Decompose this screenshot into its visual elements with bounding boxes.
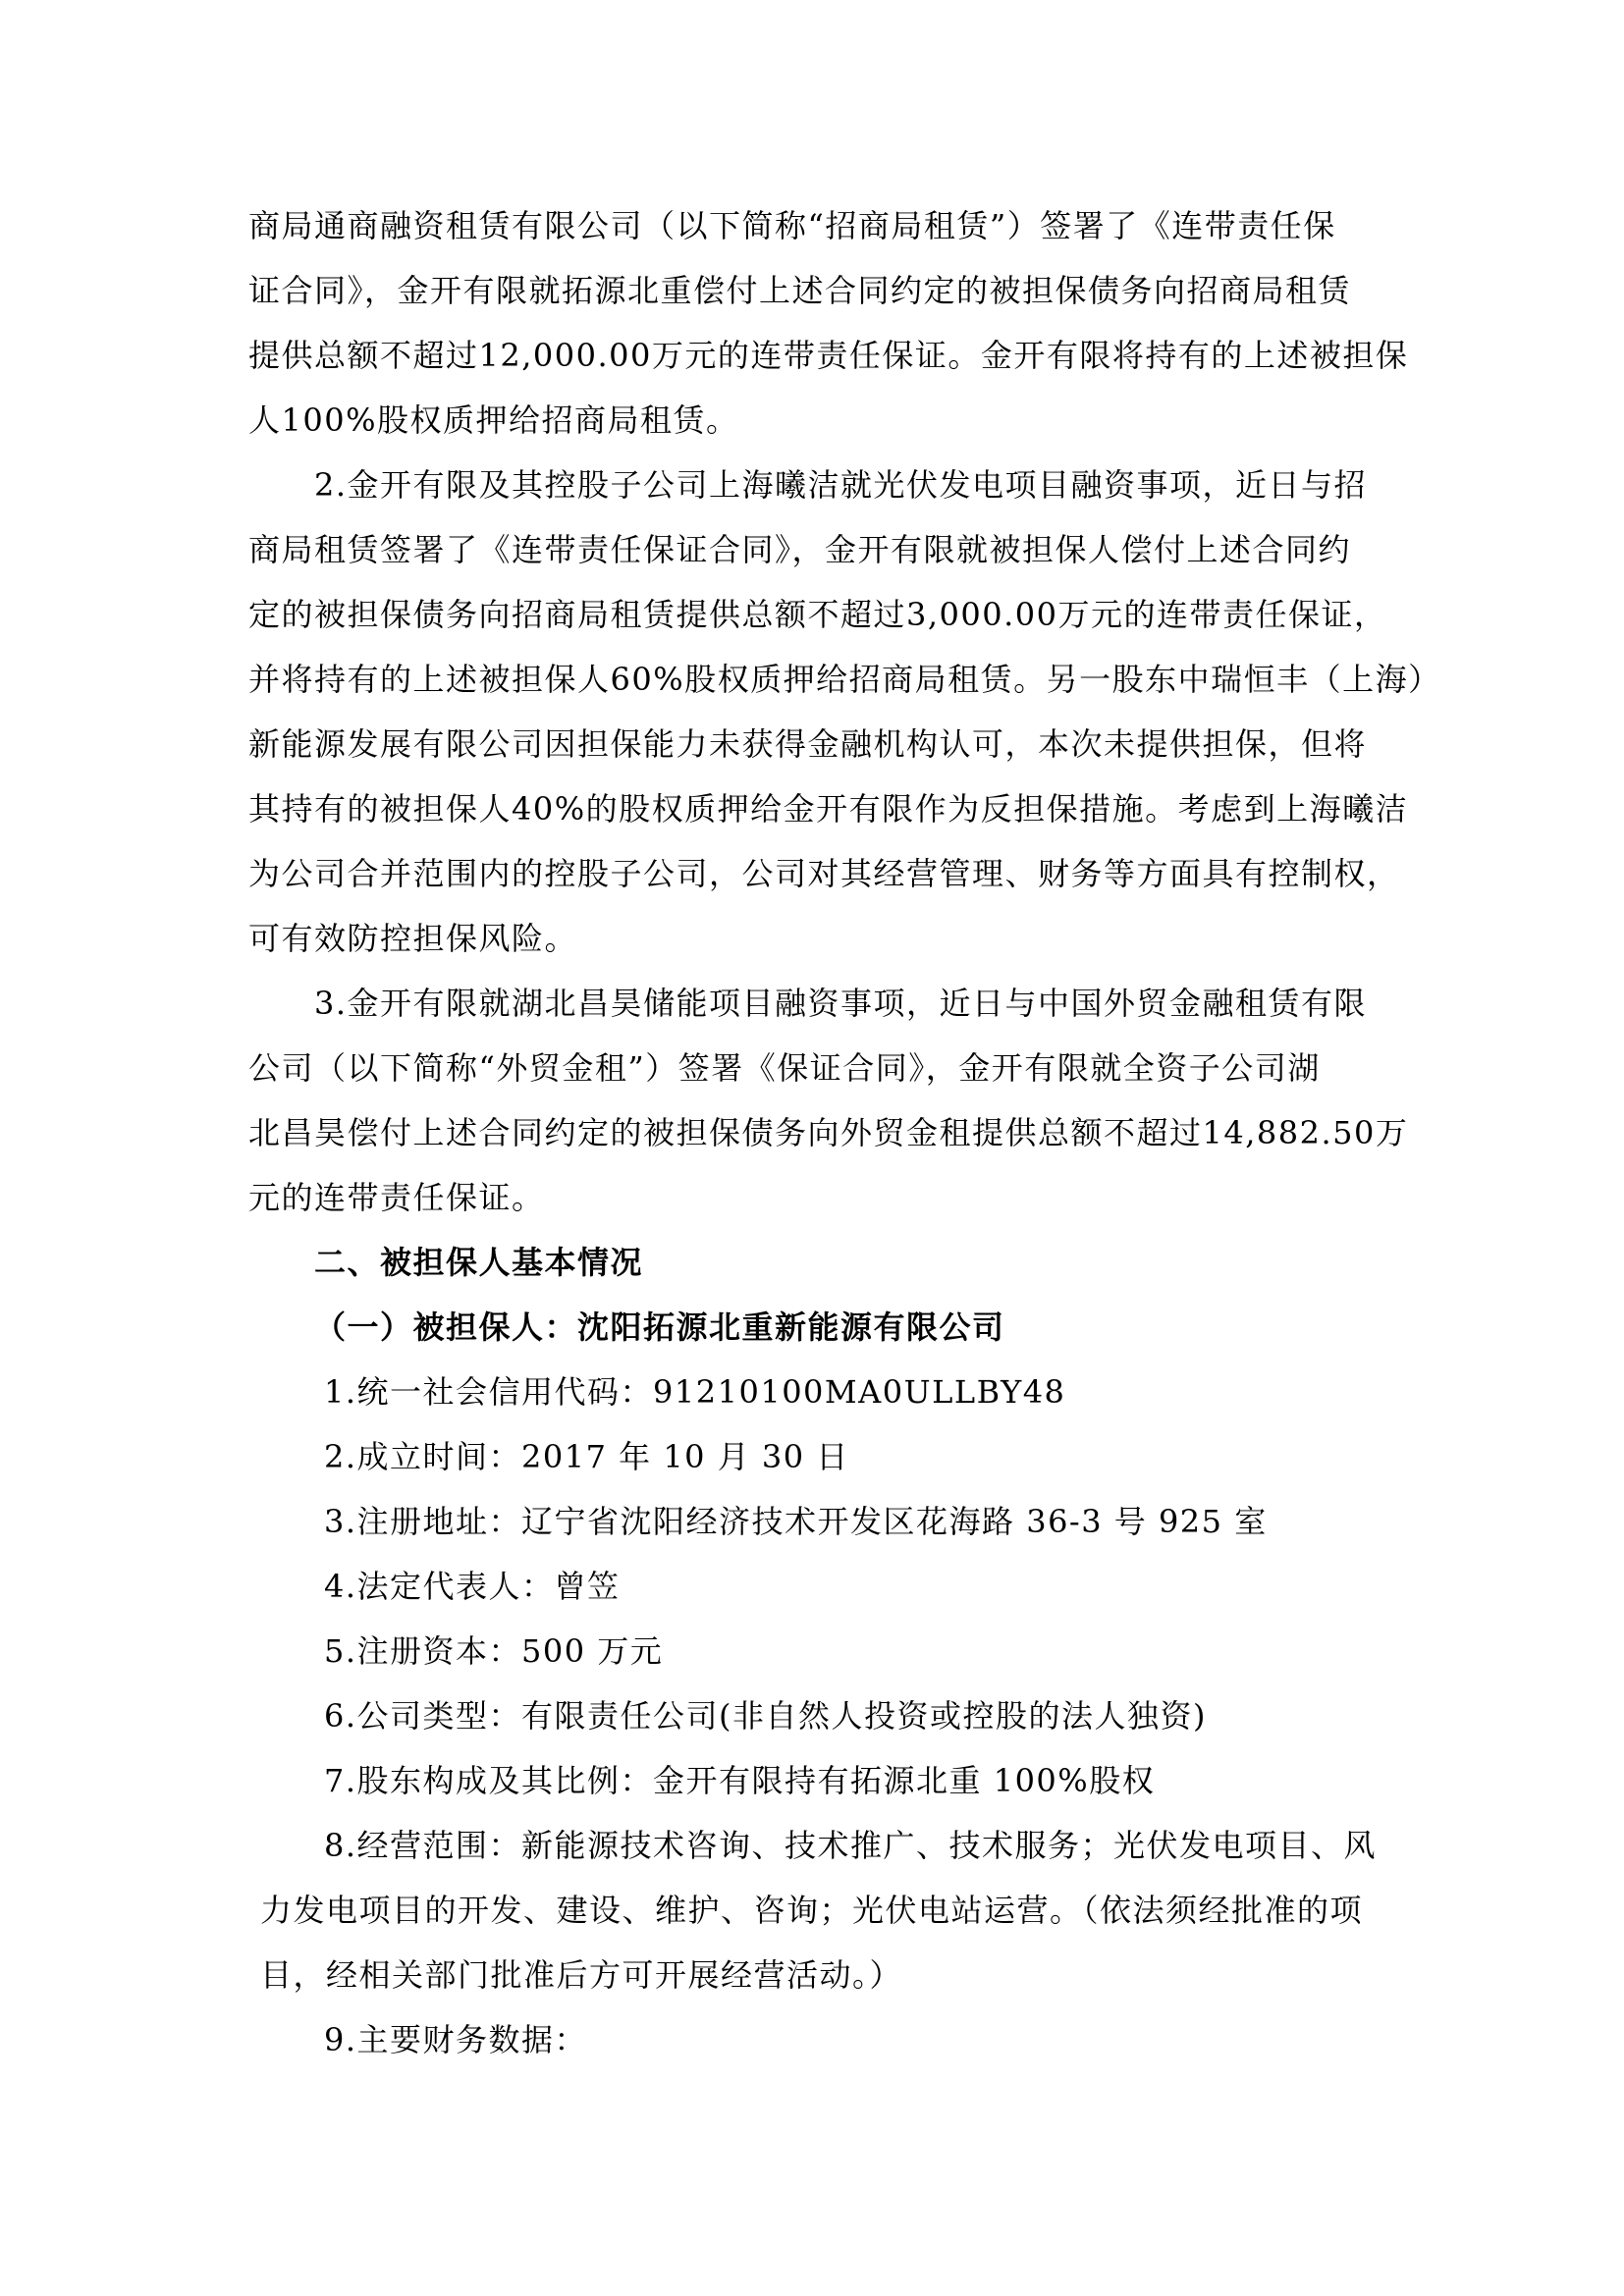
paragraph-1-line-2: 证合同》，金开有限就拓源北重偿付上述合同约定的被担保债务向招商局租赁 [248, 272, 1352, 309]
item-2-founding-date: 2.成立时间：2017 年 10 月 30 日 [324, 1438, 849, 1475]
item-1-credit-code: 1.统一社会信用代码：91210100MA0ULLBY48 [324, 1373, 1066, 1411]
paragraph-1-line-3: 提供总额不超过12,000.00万元的连带责任保证。金开有限将持有的上述被担保 [248, 337, 1409, 374]
paragraph-1-line-1: 商局通商融资租赁有限公司（以下简称“招商局租赁”）签署了《连带责任保 [248, 207, 1336, 244]
paragraph-3-line-2: 公司（以下简称“外贸金租”）签署《保证合同》，金开有限就全资子公司湖 [248, 1049, 1321, 1087]
item-5-registered-capital: 5.注册资本：500 万元 [324, 1632, 664, 1670]
paragraph-3-line-1: 3.金开有限就湖北昌昊储能项目融资事项，近日与中国外贸金融租赁有限 [314, 985, 1368, 1022]
item-9-financial-data: 9.主要财务数据： [324, 2021, 588, 2058]
subsection-heading: （一）被担保人：沈阳拓源北重新能源有限公司 [314, 1308, 1005, 1346]
paragraph-2-line-8: 可有效防控担保风险。 [248, 920, 578, 957]
item-4-legal-representative: 4.法定代表人：曾笠 [324, 1568, 621, 1605]
paragraph-2-line-4: 并将持有的上述被担保人60%股权质押给招商局租赁。另一股东中瑞恒丰（上海） [248, 661, 1441, 698]
paragraph-2-line-1: 2.金开有限及其控股子公司上海曦洁就光伏发电项目融资事项，近日与招 [314, 466, 1368, 504]
paragraph-3-line-3: 北昌昊偿付上述合同约定的被担保债务向外贸金租提供总额不超过14,882.50万 [248, 1114, 1409, 1151]
paragraph-1-line-4: 人100%股权质押给招商局租赁。 [248, 401, 739, 439]
section-heading: 二、被担保人基本情况 [314, 1244, 644, 1281]
paragraph-3-line-4: 元的连带责任保证。 [248, 1179, 545, 1216]
item-8-business-scope-line-3: 目，经相关部门批准后方可开展经营活动。） [260, 1956, 903, 1994]
item-6-company-type: 6.公司类型：有限责任公司(非自然人投资或控股的法人独资) [324, 1697, 1208, 1735]
item-3-registered-address: 3.注册地址：辽宁省沈阳经济技术开发区花海路 36-3 号 925 室 [324, 1503, 1268, 1540]
paragraph-2-line-6: 其持有的被担保人40%的股权质押给金开有限作为反担保措施。考虑到上海曦洁 [248, 790, 1409, 828]
paragraph-2-line-5: 新能源发展有限公司因担保能力未获得金融机构认可，本次未提供担保，但将 [248, 725, 1368, 763]
paragraph-2-line-7: 为公司合并范围内的控股子公司，公司对其经营管理、财务等方面具有控制权， [248, 855, 1400, 892]
item-8-business-scope-line-2: 力发电项目的开发、建设、维护、咨询；光伏电站运营。（依法须经批准的项 [260, 1892, 1364, 1929]
paragraph-2-line-3: 定的被担保债务向招商局租赁提供总额不超过3,000.00万元的连带责任保证， [248, 596, 1387, 633]
paragraph-2-line-2: 商局租赁签署了《连带责任保证合同》，金开有限就被担保人偿付上述合同约 [248, 531, 1352, 568]
item-8-business-scope-line-1: 8.经营范围：新能源技术咨询、技术推广、技术服务；光伏发电项目、风 [324, 1827, 1378, 1864]
item-7-shareholders: 7.股东构成及其比例：金开有限持有拓源北重 100%股权 [324, 1762, 1156, 1799]
